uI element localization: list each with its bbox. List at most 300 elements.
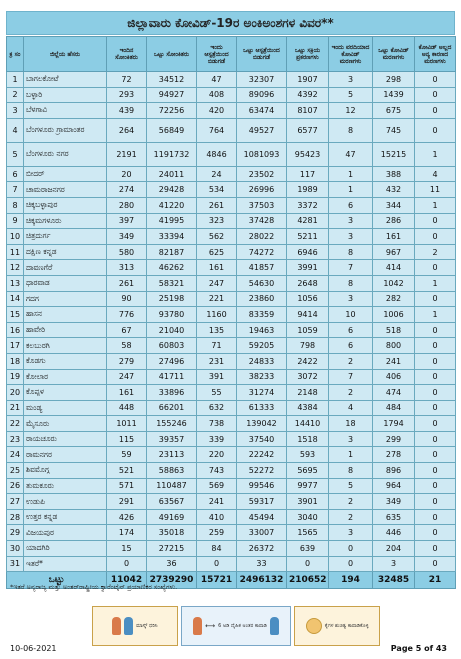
table-cell: 12 [7,260,24,276]
table-cell: 738 [197,416,237,432]
table-cell: 278 [373,447,415,463]
table-cell: 26996 [237,182,287,198]
district-name-cell: ಬೆಂಗಳೂರು ಗ್ರಾಮಾಂತರ [24,118,107,142]
table-cell: 174 [107,525,147,541]
table-row [7,197,456,213]
district-name-cell: ಚಿಕ್ಕಬಳ್ಳಾಪುರ [24,197,107,213]
table-cell: 231 [197,353,237,369]
totals-cell: 21 [415,572,456,589]
table-cell: 0 [415,385,456,401]
table-cell: 8107 [287,103,329,119]
table-cell: 33 [237,556,287,572]
table-cell: 1 [415,307,456,323]
table-cell: 59205 [237,338,287,354]
column-header: ಕ್ರ ಸಂ [7,37,24,72]
table-cell: 1989 [287,182,329,198]
table-cell: 964 [373,478,415,494]
distance-panel [181,606,292,646]
district-name-cell: ಕೊಡಗು [24,353,107,369]
table-cell: 446 [373,525,415,541]
table-cell: 1 [329,166,373,182]
table-cell: 0 [415,118,456,142]
table-cell: 6 [329,197,373,213]
district-name-cell: ಬೆಂಗಳೂರು ನಗರ [24,142,107,166]
table-cell: 24011 [147,166,197,182]
table-cell: 6 [329,338,373,354]
table-cell: 349 [107,229,147,245]
totals-cell: 2496132 [237,572,287,589]
table-cell: 414 [373,260,415,276]
table-cell: 1439 [373,87,415,103]
person-icon [193,617,202,635]
table-cell: 94927 [147,87,197,103]
footnote: *ಇತರೆ ಅನ್ಯರಾಜ್ಯ ಮತ್ತು ಅಂತರ್‌ರಾಷ್ಟ್ರೀಯ ಕ್ವಾರೆಂಟೈನ್ ಪ್ರಯಾಣಿಕರ ಸಂಖ್ಯೆಗಳು. [10,583,178,591]
table-cell: 1 [415,142,456,166]
table-cell: 439 [107,103,147,119]
table-cell: 247 [107,369,147,385]
table-cell: 4 [415,166,456,182]
table-cell: 0 [415,463,456,479]
table-cell: 23860 [237,291,287,307]
table-cell: 27215 [147,541,197,557]
table-cell: 484 [373,400,415,416]
table-cell: 36 [147,556,197,572]
table-cell: 8 [329,463,373,479]
table-cell: 1 [7,72,24,88]
table-cell: 26 [7,478,24,494]
totals-cell: 15721 [197,572,237,589]
table-cell: 1081093 [237,142,287,166]
table-cell: 95423 [287,142,329,166]
table-cell: 2191 [107,142,147,166]
table-cell: 12 [329,103,373,119]
table-cell: 9977 [287,478,329,494]
table-cell: 72 [107,72,147,88]
district-name-cell: ಕಲಬುರಗಿ [24,338,107,354]
table-cell: 9414 [287,307,329,323]
table-cell: 571 [107,478,147,494]
district-name-cell: ಕೋಲಾರ [24,369,107,385]
table-cell: 0 [197,556,237,572]
column-header: ಇಂದು ವರದಿಯಾದ ಕೋವಿಡ್ ಮರಣಗಳು [329,37,373,72]
table-cell: 5 [329,87,373,103]
table-cell: 15 [7,307,24,323]
table-cell: 0 [415,322,456,338]
table-cell: 60803 [147,338,197,354]
table-cell: 19463 [237,322,287,338]
table-cell: 1 [415,275,456,291]
table-cell: 37503 [237,197,287,213]
table-cell: 313 [107,260,147,276]
table-row [7,447,456,463]
table-cell: 26372 [237,541,287,557]
table-cell: 632 [197,400,237,416]
column-header: ಜಿಲ್ಲೆಯ ಹೆಸರು [24,37,107,72]
table-cell: 474 [373,385,415,401]
table-cell: 3 [329,431,373,447]
table-cell: 41857 [237,260,287,276]
table-row [7,322,456,338]
table-row [7,400,456,416]
table-cell: 1907 [287,72,329,88]
table-cell: 800 [373,338,415,354]
table-cell: 0 [415,291,456,307]
table-cell: 28 [7,509,24,525]
table-cell: 3 [7,103,24,119]
table-cell: 18 [329,416,373,432]
table-cell: 896 [373,463,415,479]
table-cell: 4384 [287,400,329,416]
table-cell: 22242 [237,447,287,463]
table-cell: 0 [415,103,456,119]
table-cell: 593 [287,447,329,463]
table-row [7,541,456,557]
table-cell: 521 [107,463,147,479]
table-cell: 280 [107,197,147,213]
table-cell: 675 [373,103,415,119]
table-cell: 2 [329,353,373,369]
table-cell: 8 [329,244,373,260]
table-row [7,103,456,119]
district-name-cell: ಹಾಸನ [24,307,107,323]
column-header: ಇಂದು ಆಸ್ಪತ್ರೆಯಿಂದ ಬಿಡುಗಡೆ [197,37,237,72]
table-cell: 3040 [287,509,329,525]
table-cell: 39357 [147,431,197,447]
table-cell: 0 [415,556,456,572]
table-cell: 63567 [147,494,197,510]
district-name-cell: ಶಿವಮೊಗ್ಗ [24,463,107,479]
table-cell: 155246 [147,416,197,432]
table-cell: 49169 [147,509,197,525]
table-cell: 8 [329,275,373,291]
table-cell: 28022 [237,229,287,245]
table-cell: 161 [197,260,237,276]
table-cell: 11 [415,182,456,198]
table-cell: 3 [329,525,373,541]
table-cell: 59317 [237,494,287,510]
table-cell: 9 [7,213,24,229]
table-cell: 0 [107,556,147,572]
table-cell: 13 [7,275,24,291]
column-header: ಕೋವಿಡ್ ಅಲ್ಲದ ಅನ್ಯ ಕಾರಣದ ಮರಣಗಳು [415,37,456,72]
table-cell: 1 [329,447,373,463]
table-cell: 21 [7,400,24,416]
district-name-cell: ಗದಗ [24,291,107,307]
table-cell: 41995 [147,213,197,229]
table-cell: 4846 [197,142,237,166]
table-cell: 0 [415,509,456,525]
table-cell: 426 [107,509,147,525]
table-cell: 279 [107,353,147,369]
table-cell: 967 [373,244,415,260]
table-cell: 30 [7,541,24,557]
table-row [7,182,456,198]
table-cell: 241 [373,353,415,369]
table-cell: 534 [197,182,237,198]
table-cell: 0 [415,229,456,245]
district-name-cell: ಬೆಳಗಾವಿ [24,103,107,119]
district-name-cell: ವಿಜಯಪುರ [24,525,107,541]
table-cell: 3 [329,291,373,307]
table-cell: 745 [373,118,415,142]
table-cell: 2 [329,509,373,525]
table-cell: 1006 [373,307,415,323]
table-cell: 56849 [147,118,197,142]
table-cell: 282 [373,291,415,307]
district-name-cell: ಬಾಗಲಕೋಟೆ [24,72,107,88]
table-cell: 25198 [147,291,197,307]
table-cell: 639 [287,541,329,557]
table-cell: 0 [415,431,456,447]
table-cell: 84 [197,541,237,557]
distance-caption: 6 ಅಡಿ ದೈಹಿಕ ಅಂತರ ಕಾಪಾಡಿ [218,623,267,629]
table-cell: 16 [7,322,24,338]
table-cell: 0 [415,447,456,463]
table-row [7,166,456,182]
table-cell: 46262 [147,260,197,276]
table-cell: 6 [329,322,373,338]
safety-banner [92,606,380,646]
district-name-cell: ಕೊಪ್ಪಳ [24,385,107,401]
table-cell: 6946 [287,244,329,260]
table-cell: 2422 [287,353,329,369]
distance-arrow-icon: ⟷ [205,622,216,630]
table-cell: 0 [415,541,456,557]
district-name-cell: ಮಂಡ್ಯ [24,400,107,416]
table-cell: 35018 [147,525,197,541]
table-cell: 29428 [147,182,197,198]
table-row [7,509,456,525]
table-cell: 397 [107,213,147,229]
table-cell: 38233 [237,369,287,385]
table-cell: 2 [329,385,373,401]
masked-person-icon [112,617,121,635]
table-cell: 625 [197,244,237,260]
table-cell: 0 [415,87,456,103]
table-cell: 27 [7,494,24,510]
page-footer [0,600,461,659]
table-cell: 10 [329,307,373,323]
table-cell: 33007 [237,525,287,541]
table-cell: 1 [329,182,373,198]
table-cell: 37540 [237,431,287,447]
table-cell: 58863 [147,463,197,479]
handwash-panel [294,606,380,646]
table-cell: 66201 [147,400,197,416]
table-cell: 432 [373,182,415,198]
table-cell: 4281 [287,213,329,229]
table-cell: 247 [197,275,237,291]
table-cell: 0 [415,525,456,541]
table-cell: 8 [7,197,24,213]
table-cell: 115 [107,431,147,447]
district-name-cell: ಮೈಸೂರು [24,416,107,432]
table-cell: 0 [329,541,373,557]
mask-caption: ಮಾಸ್ಕ್ ಧರಿಸಿ [136,623,158,629]
report-date: 10-06-2021 [10,644,57,653]
table-cell: 58 [107,338,147,354]
table-cell: 61333 [237,400,287,416]
table-cell: 2 [329,494,373,510]
table-cell: 3372 [287,197,329,213]
table-row [7,416,456,432]
table-row [7,369,456,385]
table-cell: 47 [329,142,373,166]
table-row [7,260,456,276]
table-header-row [7,37,456,72]
table-row [7,118,456,142]
table-cell: 259 [197,525,237,541]
table-cell: 23113 [147,447,197,463]
table-cell: 323 [197,213,237,229]
table-cell: 406 [373,369,415,385]
table-cell: 41220 [147,197,197,213]
table-cell: 3 [329,229,373,245]
table-cell: 204 [373,541,415,557]
column-header: ಇಂದಿನ ಸೋಂಕಿತರು [107,37,147,72]
table-row [7,142,456,166]
table-cell: 274 [107,182,147,198]
handwash-caption: ಕೈಗಳ ಶುಚಿತ್ವ ಕಾಪಾಡಿಕೊಳ್ಳಿ [324,623,369,629]
totals-label: ಒಟ್ಟು [7,572,107,589]
table-cell: 63474 [237,103,287,119]
table-cell: 3 [329,213,373,229]
table-cell: 635 [373,509,415,525]
table-cell: 139042 [237,416,287,432]
table-cell: 23502 [237,166,287,182]
column-header: ಒಟ್ಟು ಸಕ್ರಿಯ ಪ್ರಕರಣಗಳು [287,37,329,72]
table-cell: 47 [197,72,237,88]
table-cell: 408 [197,87,237,103]
table-cell: 293 [107,87,147,103]
page-number: Page 5 of 43 [390,644,447,653]
table-cell: 1011 [107,416,147,432]
table-cell: 1059 [287,322,329,338]
table-cell: 99546 [237,478,287,494]
report-title: ಜಿಲ್ಲಾವಾರು ಕೋವಿಡ್-19ರ ಅಂಕಿಅಂಶಗಳ ವಿವರ** [6,11,455,35]
district-name-cell: ದಕ್ಷಿಣ ಕನ್ನಡ [24,244,107,260]
table-cell: 241 [197,494,237,510]
district-name-cell: ಚಿಕ್ಕಮಗಳೂರು [24,213,107,229]
table-cell: 298 [373,72,415,88]
table-cell: 798 [287,338,329,354]
table-cell: 7 [329,260,373,276]
table-cell: 743 [197,463,237,479]
table-cell: 286 [373,213,415,229]
table-cell: 0 [329,556,373,572]
table-cell: 15 [107,541,147,557]
table-cell: 3072 [287,369,329,385]
table-cell: 420 [197,103,237,119]
table-cell: 3 [373,556,415,572]
table-cell: 291 [107,494,147,510]
district-name-cell: ಚಾಮರಾಜನಗರ [24,182,107,198]
table-cell: 0 [415,416,456,432]
table-cell: 82187 [147,244,197,260]
table-cell: 569 [197,478,237,494]
table-cell: 0 [415,369,456,385]
district-name-cell: ತುಮಕೂರು [24,478,107,494]
table-cell: 580 [107,244,147,260]
table-cell: 7 [7,182,24,198]
table-row [7,275,456,291]
table-cell: 41711 [147,369,197,385]
table-cell: 410 [197,509,237,525]
table-cell: 93780 [147,307,197,323]
table-cell: 264 [107,118,147,142]
table-cell: 0 [415,213,456,229]
district-name-cell: ಬೀದರ್ [24,166,107,182]
table-cell: 221 [197,291,237,307]
table-cell: 6 [7,166,24,182]
table-cell: 20 [7,385,24,401]
table-cell: 391 [197,369,237,385]
table-row [7,307,456,323]
table-cell: 1794 [373,416,415,432]
table-cell: 8 [329,118,373,142]
table-cell: 0 [415,478,456,494]
table-cell: 22 [7,416,24,432]
table-row [7,385,456,401]
table-cell: 344 [373,197,415,213]
table-cell: 24833 [237,353,287,369]
column-header: ಒಟ್ಟು ಆಸ್ಪತ್ರೆಯಿಂದ ಬಿಡುಗಡೆ [237,37,287,72]
table-cell: 0 [415,400,456,416]
table-cell: 135 [197,322,237,338]
table-cell: 3991 [287,260,329,276]
table-cell: 33394 [147,229,197,245]
table-cell: 117 [287,166,329,182]
table-cell: 5211 [287,229,329,245]
table-cell: 34512 [147,72,197,88]
totals-cell: 210652 [287,572,329,589]
table-cell: 71 [197,338,237,354]
district-name-cell: ಉತ್ತರ ಕನ್ನಡ [24,509,107,525]
table-cell: 2148 [287,385,329,401]
table-cell: 562 [197,229,237,245]
table-cell: 33896 [147,385,197,401]
table-cell: 1565 [287,525,329,541]
table-row [7,244,456,260]
district-name-cell: ಹಾವೇರಿ [24,322,107,338]
mask-panel [92,606,178,646]
table-row [7,229,456,245]
table-cell: 21040 [147,322,197,338]
table-cell: 3901 [287,494,329,510]
table-cell: 27496 [147,353,197,369]
table-cell: 349 [373,494,415,510]
table-row [7,431,456,447]
person-icon [270,617,279,635]
column-header: ಒಟ್ಟು ಕೋವಿಡ್ ಮರಣಗಳು [373,37,415,72]
table-row [7,338,456,354]
table-row [7,556,456,572]
table-row [7,525,456,541]
table-cell: 29 [7,525,24,541]
table-cell: 10 [7,229,24,245]
table-cell: 0 [415,72,456,88]
table-cell: 20 [107,166,147,182]
table-cell: 23 [7,431,24,447]
district-name-cell: ಉಡುಪಿ [24,494,107,510]
table-cell: 59 [107,447,147,463]
table-cell: 1160 [197,307,237,323]
table-cell: 261 [107,275,147,291]
district-name-cell: ಧಾರವಾಡ [24,275,107,291]
table-row [7,213,456,229]
table-cell: 32307 [237,72,287,88]
table-row [7,291,456,307]
